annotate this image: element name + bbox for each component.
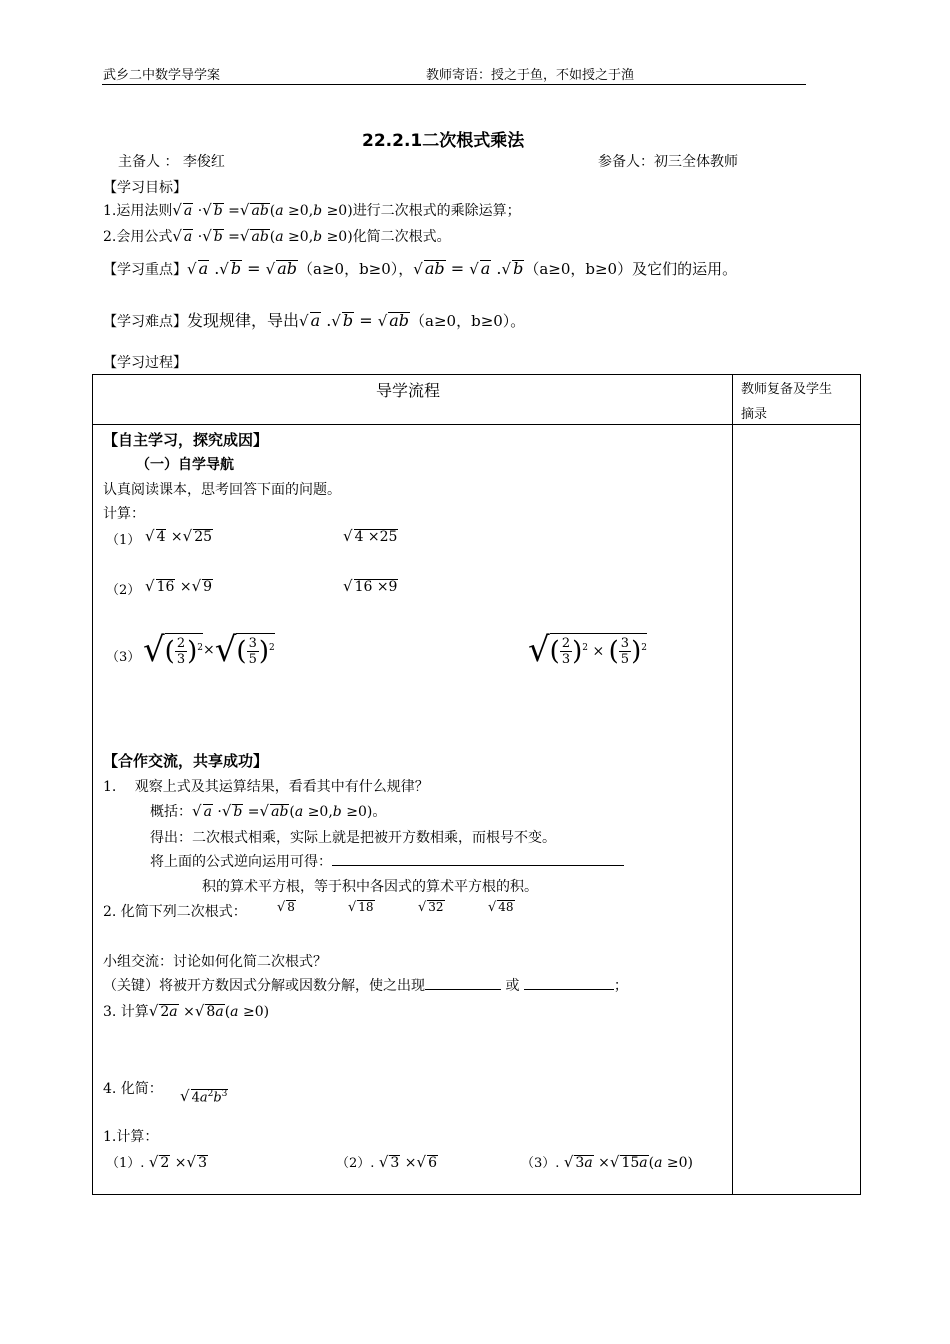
coop-key-or: 或 (505, 978, 520, 994)
calc-label: 计算： (103, 506, 145, 522)
formula-p3: √ 2a ×√ 8a(a ≥0) (148, 1002, 270, 1020)
keypoint-cond1: （a≥0，b≥0）， (298, 260, 414, 278)
key-blank-1[interactable] (425, 975, 501, 990)
formula-p4: √ $4a^2b^3$ (180, 1087, 228, 1105)
table-col2-header-line2: 摘录 (741, 407, 768, 422)
coop-key-end: ； (613, 978, 628, 994)
coop-p1: 1. 观察上式及其运算结果，看看其中有什么规律？ (103, 779, 429, 795)
calc-2-expr: √ 3 ×√ 6 (378, 1153, 438, 1171)
coop-group: 小组交流：讨论如何化简二次根式？ (103, 954, 327, 970)
objective-1 (103, 200, 521, 220)
self-study-intro: 认真阅读课本，思考回答下面的问题。 (103, 482, 341, 498)
formula-key-2: √ ab = √ a .√ b (413, 259, 524, 278)
difficulty-heading: 【学习难点】 (103, 314, 187, 330)
table-header-divider (92, 424, 861, 425)
coop-p3 (103, 1001, 269, 1021)
coop-p4: 4. 化简： (103, 1081, 163, 1097)
coop-conclusion: 得出：二次根式相乘，实际上就是把被开方数相乘，而根号不变。 (150, 830, 556, 846)
coop-summary-post: 。 (372, 804, 387, 820)
objective-1-post: 进行二次根式的乘除运算； (352, 203, 521, 219)
q1-expr-a: √ 4 ×√ 25 (145, 527, 213, 545)
formula-summary: √ a ·√ b =√ ab(a ≥0,b ≥0) (192, 802, 373, 820)
coop-p5: 1.计算： (103, 1129, 159, 1145)
self-study-heading: 【自主学习，探究成因】 (103, 431, 269, 449)
header-rule (102, 84, 806, 85)
main-author: 主备人 ： 李俊红 (118, 154, 225, 170)
calc-3-label: （3）. (521, 1156, 560, 1171)
formula-difficulty: √ a .√ b = √ ab (299, 311, 410, 330)
calc-1-expr: √ 2 ×√ 3 (148, 1153, 208, 1171)
coop-key (103, 975, 628, 995)
coop-key-pre: （关键）将被开方数因式分解或因数分解，使之出现 (103, 978, 425, 994)
objective-2-pre: 2.会用公式 (103, 229, 173, 245)
difficulty-cond: （a≥0，b≥0）。 (410, 312, 526, 330)
formula-product-rule: √ a ·√ b =√ ab(a ≥0,b ≥0) (172, 201, 353, 219)
simplify-sqrt8: √ 8 (277, 900, 295, 915)
keypoint-cond2: （a≥0，b≥0）及它们的运用。 (524, 260, 738, 278)
q1-label: （1） (106, 533, 141, 548)
objectives-heading: 【学习目标】 (103, 180, 187, 196)
co-authors: 参备人：初三全体教师 (598, 154, 738, 170)
objective-2 (103, 226, 451, 246)
reverse-answer-blank[interactable] (332, 851, 624, 866)
difficulty-line (103, 308, 525, 331)
coop-reverse (150, 851, 624, 871)
formula-key-1: √ a .√ b = √ ab (187, 259, 298, 278)
key-blank-2[interactable] (524, 975, 614, 990)
keypoint-heading: 【学习重点】 (103, 262, 187, 278)
coop-reverse-text: 将上面的公式逆向运用可得： (150, 854, 332, 870)
coop-p2: 2. 化简下列二次根式： (103, 904, 247, 920)
calc-3-expr: √ 3a ×√ 15a(a ≥0) (563, 1153, 694, 1171)
simplify-sqrt18: √ 18 (348, 900, 374, 915)
simplify-sqrt48: √ 48 (488, 900, 514, 915)
process-heading: 【学习过程】 (103, 355, 187, 371)
difficulty-text: 发现规律，导出 (187, 311, 300, 330)
coop-summary (150, 801, 386, 821)
header-left: 武乡二中数学导学案 (103, 68, 221, 83)
coop-heading: 【合作交流，共享成功】 (103, 752, 269, 770)
q3-expr-a: √( $\frac{2}{3}$ )$^2$×√( $\frac{3}{5}$ )$^2$ (143, 630, 275, 670)
q2-expr-a: √ 16 ×√ 9 (145, 577, 213, 595)
self-study-sub: （一）自学导航 (136, 457, 234, 473)
table-col1-header: 导学流程 (376, 381, 441, 400)
calc-2-label: （2）. (336, 1156, 375, 1171)
calc-1 (106, 1152, 208, 1171)
q3-expr-b: √( $\frac{2}{3}$ )$^2$ × ( $\frac{3}{5}$ )$^2$ (528, 630, 647, 670)
q2-expr-b: √ 16 ×9 (343, 577, 398, 595)
coop-p3-label: 3. 计算 (103, 1004, 149, 1020)
coop-summary-pre: 概括： (150, 804, 192, 820)
simplify-sqrt32: √ 32 (418, 900, 444, 915)
calc-3 (521, 1152, 693, 1171)
keypoint-line (103, 258, 737, 279)
calc-1-label: （1）. (106, 1156, 145, 1171)
table-col2-header-line1: 教师复备及学生 (741, 382, 833, 397)
calc-2 (336, 1152, 438, 1171)
formula-product-rule-2: √ a ·√ b =√ ab(a ≥0,b ≥0) (172, 227, 353, 245)
coop-reverse2: 积的算术平方根，等于积中各因式的算术平方根的积。 (202, 879, 538, 895)
objective-2-post: 化简二次根式。 (352, 229, 451, 245)
header-right: 教师寄语：授之于鱼，不如授之于渔 (426, 68, 635, 83)
q1-expr-b: √ 4 ×25 (343, 527, 398, 545)
objective-1-pre: 1.运用法则 (103, 203, 173, 219)
page-title: 22.2.1二次根式乘法 (362, 131, 525, 151)
q3-label: （3） (106, 650, 141, 665)
q2-label: （2） (106, 583, 141, 598)
table-column-divider (732, 374, 733, 1195)
